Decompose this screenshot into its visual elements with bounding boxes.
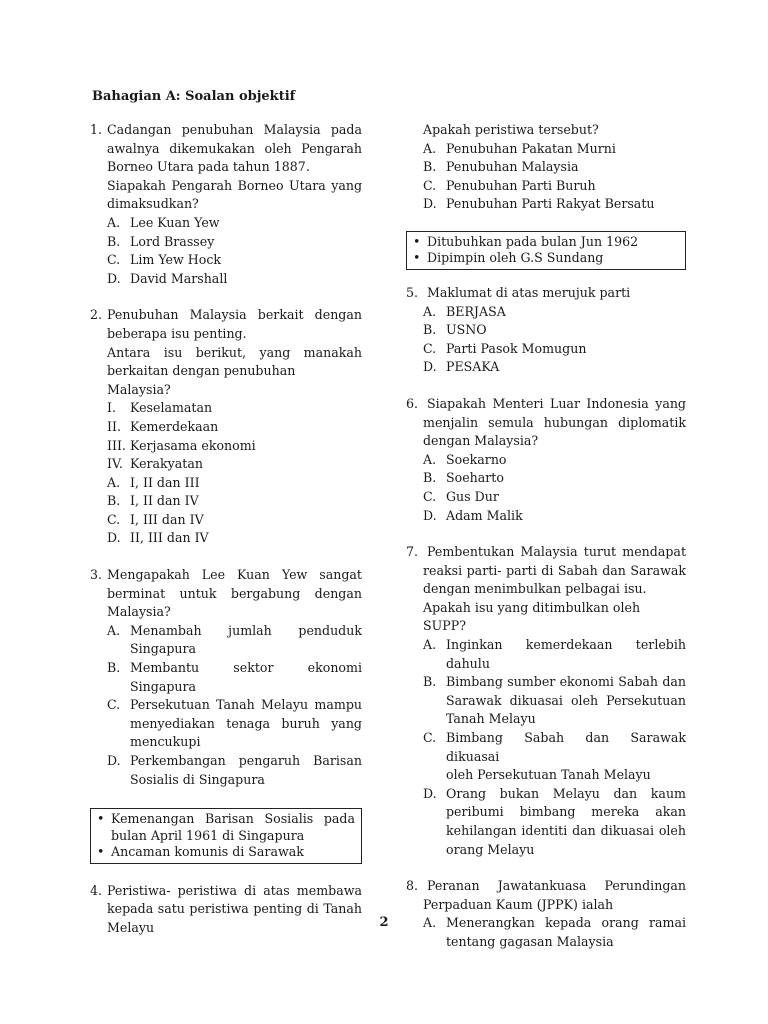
option-text: mencukupi — [130, 734, 201, 750]
question-stem-line: Apakah peristiwa tersebut? — [423, 122, 599, 137]
question-stem-line: Peranan Jawatankuasa Perundingan — [427, 878, 686, 894]
answer-option[interactable] — [107, 233, 362, 252]
option-text: Menerangkan kepada orang ramai — [446, 915, 686, 931]
item-label: IV. — [107, 456, 123, 472]
statement-item — [107, 418, 362, 437]
question-stem-line: Melayu — [107, 919, 155, 935]
answer-option[interactable] — [107, 752, 362, 789]
option-text: Inginkan kemerdekaan terlebih dahulu — [446, 637, 686, 671]
option-label: A. — [423, 915, 437, 931]
info-bullet-item — [413, 250, 679, 267]
option-label: C. — [423, 340, 437, 356]
item-text: Keselamatan — [130, 400, 213, 416]
item-text: Kerakyatan — [130, 456, 203, 472]
question-stem-line: Pembentukan Malaysia turut mendapat — [427, 544, 686, 560]
question-7 — [406, 543, 686, 562]
option-text: Soeharto — [446, 470, 504, 486]
left-column — [90, 121, 362, 937]
option-text: Menambah jumlah penduduk — [130, 622, 362, 638]
info-bullet-item — [97, 844, 355, 861]
option-label: B. — [107, 493, 121, 509]
statement-item — [107, 399, 362, 418]
option-label: C. — [107, 511, 121, 527]
option-text: Penubuhan Parti Rakyat Bersatu — [446, 196, 655, 212]
option-text: I, II dan IV — [130, 493, 199, 509]
option-text: David Marshall — [130, 270, 228, 286]
option-label: A. — [423, 140, 437, 156]
option-text: Soekarno — [446, 451, 507, 467]
info-box-1 — [90, 808, 362, 864]
question-number: 6. — [406, 395, 419, 411]
question-stem-line: Penubuhan Malaysia berkait dengan — [107, 307, 362, 323]
answer-option[interactable] — [107, 492, 362, 511]
answer-option[interactable] — [423, 321, 686, 340]
option-label: C. — [423, 730, 437, 746]
question-stem-line: dengan menimbulkan pelbagai isu. — [423, 581, 647, 597]
option-text: Penubuhan Pakatan Murni — [446, 140, 616, 156]
question-stem-line: Peristiwa- peristiwa di atas membawa — [107, 882, 362, 898]
option-label: A. — [423, 637, 437, 653]
option-text: PESAKA — [446, 359, 500, 375]
option-label: B. — [107, 233, 121, 249]
option-label: D. — [423, 359, 437, 375]
answer-option[interactable] — [423, 340, 686, 359]
question-stem-line: beberapa isu penting. — [107, 325, 247, 341]
question-stem-line: Antara isu berikut, yang manakah — [107, 344, 362, 360]
option-text: Sosialis di Singapura — [130, 771, 265, 787]
option-label: D. — [107, 530, 121, 546]
option-text: I, III dan IV — [130, 511, 204, 527]
answer-option[interactable] — [423, 195, 686, 214]
option-label: B. — [423, 470, 437, 486]
answer-option[interactable] — [423, 140, 686, 159]
item-label: I. — [107, 400, 116, 416]
option-label: C. — [423, 177, 437, 193]
option-text: Adam Malik — [446, 507, 523, 523]
question-2 — [90, 306, 362, 548]
option-label: B. — [107, 660, 121, 676]
option-text: Persekutuan Tanah Melayu mampu — [130, 697, 362, 713]
answer-option[interactable] — [107, 251, 362, 270]
option-label: D. — [423, 196, 437, 212]
option-text: oleh Persekutuan Tanah Melayu — [446, 767, 651, 783]
question-number: 1. — [90, 122, 103, 137]
option-label: A. — [423, 451, 437, 467]
question-stem-line: Siapakah Menteri Luar Indonesia yang — [427, 395, 686, 411]
option-text: II, III dan IV — [130, 530, 209, 546]
option-label: C. — [107, 697, 121, 713]
answer-option[interactable] — [423, 673, 686, 729]
question-number: 8. — [406, 878, 419, 894]
question-stem-line: Malaysia? — [107, 604, 171, 620]
answer-option[interactable] — [423, 469, 686, 488]
answer-option[interactable] — [107, 622, 362, 659]
answer-option[interactable] — [107, 214, 362, 233]
option-text: Lee Kuan Yew — [130, 214, 220, 230]
statement-item — [107, 437, 362, 456]
answer-option[interactable] — [423, 636, 686, 673]
item-text: Kerjasama ekonomi — [130, 437, 256, 453]
option-label: B. — [423, 674, 437, 690]
answer-option[interactable] — [423, 358, 686, 377]
answer-option[interactable] — [423, 158, 686, 177]
answer-option[interactable] — [107, 511, 362, 530]
option-label: D. — [423, 507, 437, 523]
question-stem-line: Mengapakah Lee Kuan Yew sangat — [107, 567, 362, 583]
info-text: Ditubuhkan pada bulan Jun 1962 — [427, 233, 639, 249]
info-text: Dipimpin oleh G.S Sundang — [427, 250, 604, 266]
question-stem-line: awalnya dikemukakan oleh Pengarah — [107, 140, 362, 156]
bullet-icon: • — [413, 233, 421, 249]
answer-option[interactable] — [423, 177, 686, 196]
option-text: Perkembangan pengaruh Barisan — [130, 753, 362, 768]
option-text: USNO — [446, 322, 487, 338]
answer-option[interactable] — [107, 696, 362, 752]
question-4-continued — [406, 121, 686, 214]
question-stem-line: menjalin semula hubungan diplomatik — [423, 414, 686, 430]
info-text: Kemenangan Barisan Sosialis pada — [111, 811, 355, 827]
question-stem-line: Siapakah Pengarah Borneo Utara yang — [107, 177, 362, 193]
option-label: B. — [423, 322, 437, 338]
info-bullet-item — [97, 811, 355, 844]
answer-option[interactable] — [107, 529, 362, 548]
info-text: bulan April 1961 di Singapura — [111, 827, 305, 843]
option-label: D. — [107, 753, 121, 768]
bullet-icon: • — [413, 250, 421, 266]
option-text: tentang gagasan Malaysia — [446, 933, 614, 949]
option-text: Sarawak dikuasai oleh Persekutuan — [446, 692, 686, 708]
option-label: C. — [423, 488, 437, 504]
question-stem-line: Perpaduan Kaum (JPPK) ialah — [423, 896, 614, 912]
question-stem-line: reaksi parti- parti di Sabah dan Sarawak — [423, 562, 686, 578]
option-text: Lim Yew Hock — [130, 252, 222, 268]
item-label: III. — [107, 437, 126, 453]
answer-option[interactable] — [423, 785, 686, 859]
question-8 — [406, 877, 686, 896]
option-text: peribumi bimbang mereka akan — [446, 804, 686, 820]
item-label: II. — [107, 418, 121, 434]
option-label: A. — [107, 214, 121, 230]
option-label: B. — [423, 159, 437, 175]
answer-option[interactable] — [107, 659, 362, 696]
info-bullet-item — [413, 234, 679, 251]
bullet-icon: • — [97, 844, 105, 860]
option-text: Parti Pasok Momugun — [446, 340, 587, 356]
option-text: I, II dan III — [130, 474, 200, 490]
option-text: orang Melayu — [446, 841, 535, 857]
info-box-2 — [406, 231, 686, 270]
question-1 — [90, 121, 362, 288]
question-stem-line: Maklumat di atas merujuk parti — [427, 284, 631, 300]
question-number: 7. — [406, 544, 419, 560]
answer-option[interactable] — [107, 270, 362, 289]
option-label: D. — [423, 785, 437, 801]
answer-option[interactable] — [423, 729, 686, 785]
question-stem-line: dengan Malaysia? — [423, 433, 539, 449]
info-text: Ancaman komunis di Sarawak — [111, 844, 304, 860]
question-number: 2. — [90, 307, 103, 323]
question-stem-line: kepada satu peristiwa penting di Tanah — [107, 901, 362, 917]
bullet-icon: • — [97, 811, 105, 827]
option-text: Orang bukan Melayu dan kaum — [446, 785, 686, 801]
option-text: Lord Brassey — [130, 233, 215, 249]
question-5 — [406, 284, 686, 303]
option-text: Bimbang Sabah dan Sarawak dikuasai — [446, 730, 686, 764]
option-text: Membantu sektor ekonomi Singapura — [130, 660, 362, 694]
option-text: Bimbang sumber ekonomi Sabah dan — [446, 674, 686, 690]
item-text: Kemerdekaan — [130, 418, 219, 434]
option-text: Penubuhan Malaysia — [446, 159, 579, 175]
question-stem-line: berkaitan dengan penubuhan Malaysia? — [107, 363, 296, 397]
option-text: menyediakan tenaga buruh yang — [130, 715, 362, 731]
question-stem-line: Apakah isu yang ditimbulkan oleh SUPP? — [423, 599, 641, 634]
right-column — [406, 121, 686, 952]
option-text: BERJASA — [446, 303, 506, 319]
question-3 — [90, 566, 362, 789]
option-label: D. — [107, 270, 121, 286]
option-label: A. — [423, 303, 437, 319]
page-number: 2 — [379, 915, 389, 930]
answer-option[interactable] — [423, 488, 686, 507]
question-stem-line: dimaksudkan? — [107, 196, 199, 212]
question-number: 3. — [90, 567, 103, 583]
statement-item — [107, 455, 362, 474]
option-label: A. — [107, 474, 121, 490]
answer-option[interactable] — [423, 303, 686, 322]
question-number: 5. — [406, 284, 419, 300]
option-label: A. — [107, 622, 121, 638]
question-6 — [406, 395, 686, 414]
answer-option[interactable] — [107, 474, 362, 493]
question-stem-line: berminat untuk bergabung dengan — [107, 585, 362, 601]
option-text: Singapura — [130, 641, 197, 657]
option-text: Tanah Melayu — [446, 711, 536, 727]
question-stem-line: Cadangan penubuhan Malaysia pada — [107, 122, 362, 137]
answer-option[interactable] — [423, 451, 686, 470]
option-text: Penubuhan Parti Buruh — [446, 177, 596, 193]
option-text: Gus Dur — [446, 488, 499, 504]
section-heading: Bahagian A: Soalan objektif — [92, 89, 296, 104]
question-stem-line: Borneo Utara pada tahun 1887. — [107, 159, 310, 175]
option-label: C. — [107, 252, 121, 268]
question-number: 4. — [90, 882, 103, 898]
option-text: kehilangan identiti dan dikuasai oleh — [446, 823, 686, 838]
answer-option[interactable] — [423, 507, 686, 526]
